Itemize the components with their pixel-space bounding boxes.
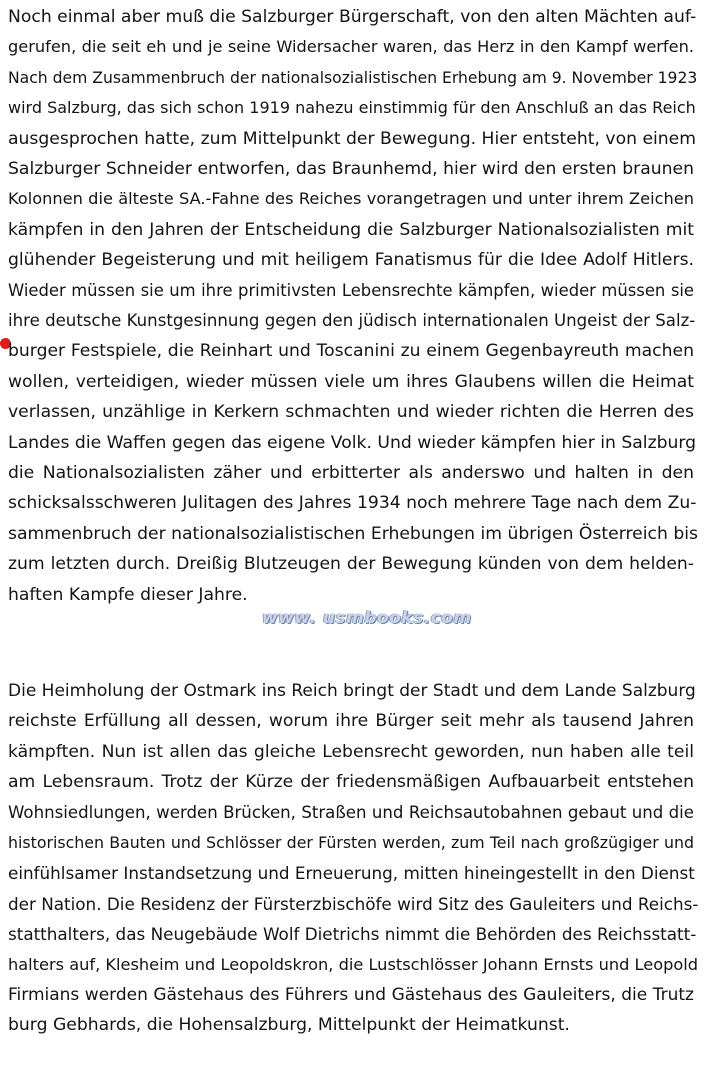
text-line: reichste Erfüllung all dessen, worum ihre Bürger seit mehr als tausend Jahren: [8, 711, 694, 732]
text-line: ausgesprochen hatte, zum Mittelpunkt der Bewegung. Hier entsteht, von einem: [8, 128, 697, 149]
text-line: Wieder müssen sie um ihre primitivsten Lebensrechte kämpfen, wieder müssen sie: [8, 280, 694, 300]
text-line: der Nation. Die Residenz der Fürsterzbischöfe wird Sitz des Gauleiters und Reichs-: [8, 893, 699, 914]
text-line: Wohnsiedlungen, werden Brücken, Straßen und Reichsautobahnen gebaut und die: [8, 802, 694, 822]
text-line: kämpften. Nun ist allen das gleiche Lebensrecht geworden, nun haben alle teil: [8, 741, 694, 762]
text-line: Nach dem Zusammenbruch der nationalsozialistischen Erhebung am 9. November 1923: [8, 68, 698, 87]
text-line: schicksalsschweren Julitagen des Jahres 1934 noch mehrere Tage nach dem Zu-: [8, 493, 697, 514]
text-line: am Lebensraum. Trotz der Kürze der friedensmäßigen Aufbauarbeit entstehen: [8, 772, 694, 793]
text-line: Landes die Waffen gegen das eigene Volk. Und wieder kämpfen hier in Salzburg: [8, 432, 697, 453]
text-line: verlassen, unzählige in Kerkern schmachten und wieder richten die Herren des: [8, 402, 694, 423]
text-line: haften Kampfe dieser Jahre.: [8, 584, 248, 605]
text-line: glühender Begeisterung und mit heiligem Fanatismus für die Idee Adolf Hitlers.: [8, 250, 694, 271]
text-line: Salzburger Schneider entworfen, das Braunhemd, hier wird den ersten braunen: [8, 159, 694, 179]
text-line: einfühlsamer Instandsetzung und Erneuerung, mitten hineingestellt in den Dienst: [8, 863, 695, 884]
watermark: www. usmbooks.com: [262, 608, 472, 628]
text-line: wird Salzburg, das sich schon 1919 nahezu einstimmig für den Anschluß an das Reich: [8, 98, 696, 118]
text-line: Kolonnen die älteste SA.-Fahne des Reiches vorangetragen und unter ihrem Zeichen: [8, 189, 694, 209]
text-line: statthalters, das Neugebäude Wolf Dietrichs nimmt die Behörden des Reichsstatt-: [8, 924, 697, 945]
text-line: wollen, verteidigen, wieder müssen viele um ihres Glaubens willen die Heimat: [8, 371, 694, 392]
text-line: sammenbruch der nationalsozialistischen Erhebungen im übrigen Österreich bis: [8, 523, 698, 544]
text-line: zum letzten durch. Dreißig Blutzeugen der Bewegung künden von dem helden-: [8, 554, 694, 575]
text-line: Firmians werden Gästehaus des Führers und Gästehaus des Gauleiters, die Trutz: [8, 985, 694, 1005]
text-line: kämpfen in den Jahren der Entscheidung die Salzburger Nationalsozialisten mit: [8, 219, 694, 240]
text-line: die Nationalsozialisten zäher und erbitterter als anderswo und halten in den: [8, 463, 694, 483]
text-line: halters auf, Klesheim und Leopoldskron, die Lustschlösser Johann Ernsts und Leopold: [8, 954, 699, 974]
text-line: Die Heimholung der Ostmark ins Reich bringt der Stadt und dem Lande Salzburg: [8, 681, 696, 701]
text-line: historischen Bauten und Schlösser der Fürsten werden, zum Teil nach großzügiger und: [8, 833, 694, 852]
text-line: Noch einmal aber muß die Salzburger Bürgerschaft, von den alten Mächten auf-: [8, 7, 697, 27]
text-line: burger Festspiele, die Reinhart und Toscanini zu einem Gegenbayreuth machen: [8, 341, 694, 362]
text-line: gerufen, die seit eh und je seine Widersacher waren, das Herz in den Kampf werfen.: [8, 37, 694, 57]
text-line: burg Gebhards, die Hohensalzburg, Mittelpunkt der Heimatkunst.: [8, 1015, 570, 1036]
text-line: ihre deutsche Kunstgesinnung gegen den jüdisch internationalen Ungeist der Salz-: [8, 311, 696, 330]
